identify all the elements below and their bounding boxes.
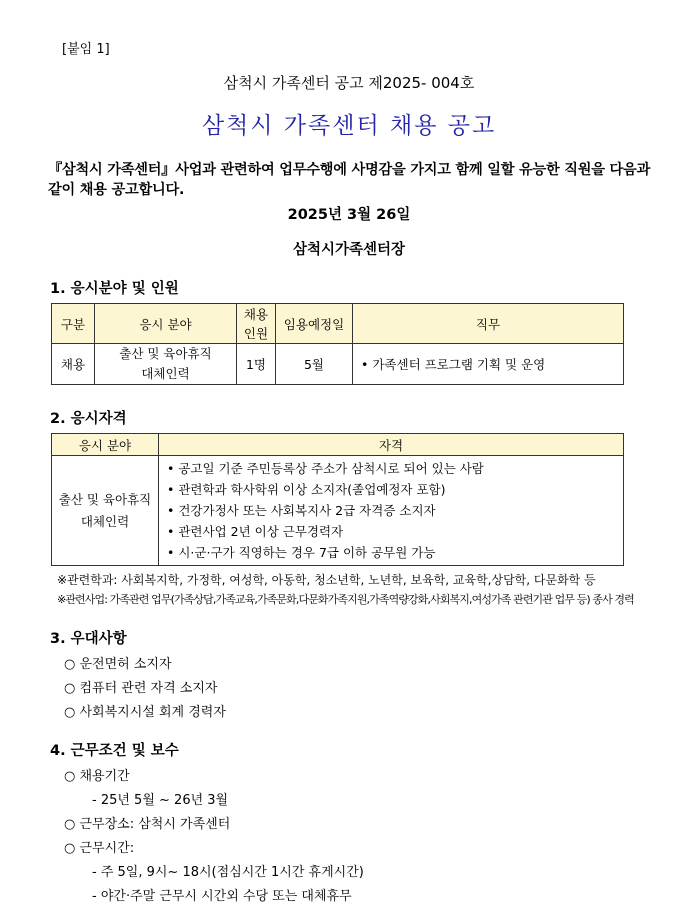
page-title: 삼척시 가족센터 채용 공고 xyxy=(201,113,497,139)
preference-item: ○ 운전면허 소지자 xyxy=(64,657,172,672)
notice-date: 2025년 3월 26일 xyxy=(287,207,411,223)
note-related-majors: ※관련학과: 사회복지학, 가정학, 여성학, 아동학, 청소년학, 노년학, 보육학, 교육학,상담학, 다문화학 등 xyxy=(57,573,596,587)
cell-duty: • 가족센터 프로그램 기획 및 운영 xyxy=(353,344,624,385)
preference-item: ○ 사회복지시설 회계 경력자 xyxy=(64,705,226,720)
header-qualification: 자격 xyxy=(159,434,624,456)
header-duty: 직무 xyxy=(353,304,624,344)
hours-detail-1: - 주 5일, 9시~ 18시(점심시간 1시간 휴게시간) xyxy=(92,865,364,880)
qualification-list xyxy=(159,456,624,566)
cell-start: 5월 xyxy=(276,344,353,385)
list-item: • 공고일 기준 주민등록상 주소가 삼척시로 되어 있는 사람 xyxy=(167,461,484,476)
note-related-work: ※관련사업: 가족관련 업무(가족상담,가족교육,가족문화,다문화가족지원,가족역량강화,사회복지,여성가족 관련기관 업무 등) 종사 경력 xyxy=(57,593,634,606)
section2-heading: 2. 응시자격 xyxy=(50,411,127,427)
notice-number: 삼척시 가족센터 공고 제2025- 004호 xyxy=(223,74,475,92)
cell-field-line2: 대체인력 xyxy=(80,513,130,529)
period-label: ○ 채용기간 xyxy=(64,769,130,784)
table-row xyxy=(52,456,624,566)
hours-label: ○ 근무시간: xyxy=(64,841,135,856)
cell-field xyxy=(52,456,159,566)
hours-detail-2: - 야간·주말 근무시 시간외 수당 또는 대체휴무 xyxy=(92,889,352,904)
list-item: • 건강가정사 또는 사회복지사 2급 자격증 소지자 xyxy=(167,503,436,518)
list-item: • 관련사업 2년 이상 근무경력자 xyxy=(167,524,344,539)
section1-heading: 1. 응시분야 및 인원 xyxy=(50,281,179,297)
cell-count: 1명 xyxy=(237,344,276,385)
positions-table xyxy=(51,303,624,385)
cell-type: 채용 xyxy=(52,344,95,385)
preference-item: ○ 컴퓨터 관련 자격 소지자 xyxy=(64,681,218,696)
section3-heading: 3. 우대사항 xyxy=(50,631,127,647)
work-place: ○ 근무장소: 삼척시 가족센터 xyxy=(64,817,231,832)
cell-field-line1: 출산 및 육아휴직 xyxy=(119,346,212,361)
attachment-label: [붙임 1] xyxy=(62,42,110,57)
qualifications-table xyxy=(51,433,624,566)
header-type: 구분 xyxy=(52,304,95,344)
table-row xyxy=(52,344,624,385)
cell-field-line1: 출산 및 육아휴직 xyxy=(58,491,152,507)
header-count: 채용 인원 xyxy=(237,304,276,344)
header-field: 응시 분야 xyxy=(52,434,159,456)
section4-heading: 4. 근무조건 및 보수 xyxy=(50,743,179,759)
list-item: • 시·군·구가 직영하는 경우 7급 이하 공무원 가능 xyxy=(167,545,436,560)
header-start: 임용예정일 xyxy=(276,304,353,344)
list-item: • 관련학과 학사학위 이상 소지자(졸업예정자 포함) xyxy=(167,482,446,497)
signer: 삼척시가족센터장 xyxy=(292,242,406,258)
cell-field xyxy=(95,344,237,385)
header-field: 응시 분야 xyxy=(95,304,237,344)
cell-field-line2: 대체인력 xyxy=(141,366,190,381)
intro-paragraph: 『삼척시 가족센터』사업과 관련하여 업무수행에 사명감을 가지고 함께 일할 유능한 직원을 다음과 같이 채용 공고합니다. xyxy=(48,162,651,198)
period-value: - 25년 5월 ~ 26년 3월 xyxy=(92,793,229,808)
